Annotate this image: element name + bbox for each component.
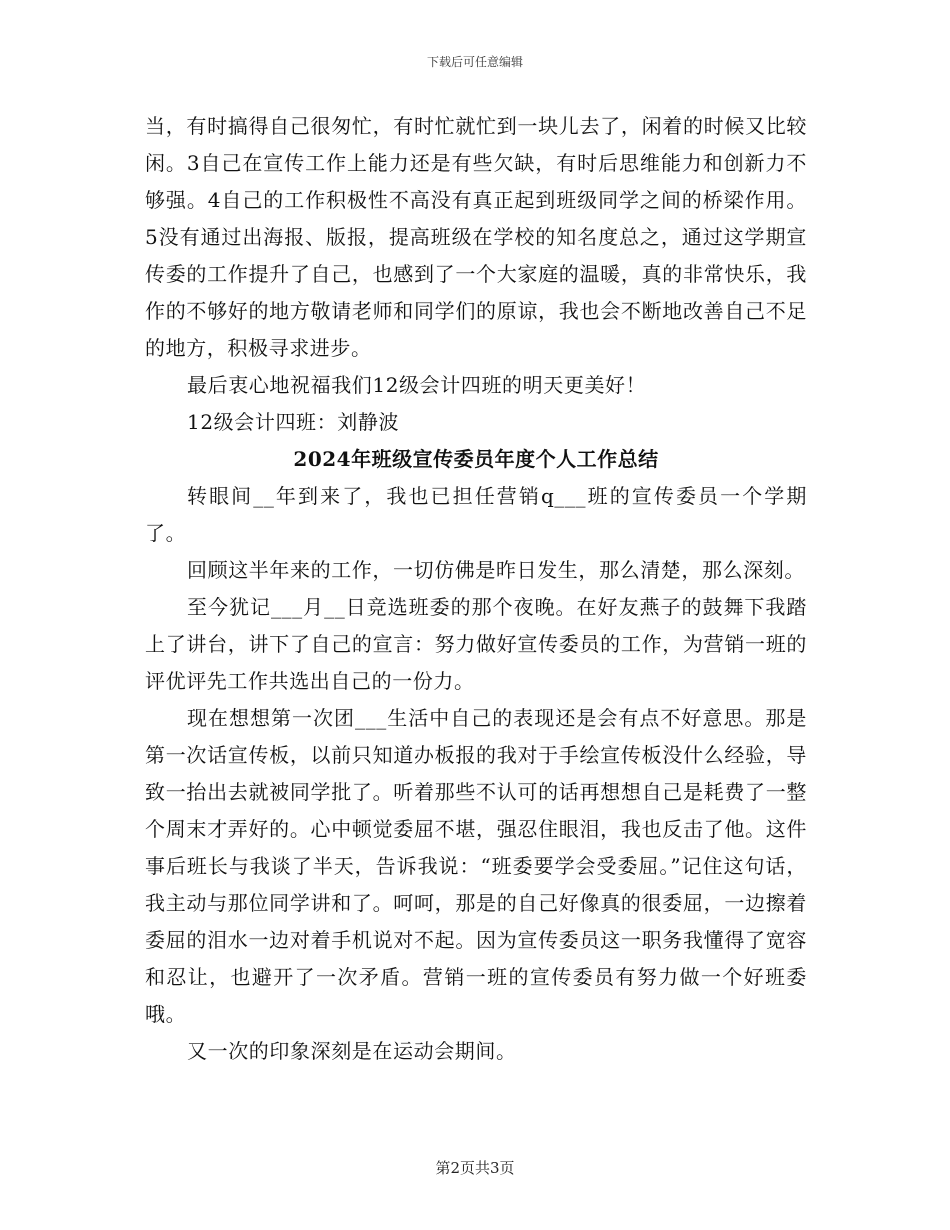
section-title: 2024年班级宣传委员年度个人工作总结	[293, 447, 659, 471]
paragraph: 至今犹记___月__日竞选班委的那个夜晚。在好友燕子的鼓舞下我踏上了讲台，讲下了自己的宣言：努力做好宣传委员的工作，为营销一班的评优评先工作共选出自己的一份力。	[145, 595, 807, 693]
paragraph: 回顾这半年来的工作，一切仿佛是昨日发生，那么清楚，那么深刻。	[187, 558, 805, 582]
page-header: 下载后可任意编辑	[426, 55, 523, 69]
paragraph-signature: 12级会计四班：刘静波	[187, 410, 400, 434]
paragraph: 现在想想第一次团___生活中自己的表现还是会有点不好意思。那是第一次话宣传板，以前只知道办板报的我对于手绘宣传板没什么经验，导致一抬出去就被同学批了。听着那些不认可的话再想想自己是耗费了一整个周末才弄好的。心中顿觉委屈不堪，强忍住眼泪，我也反击了他。这件事后班长与我谈了半天，告诉我说：“班委要学会受委屈。”记住这句话，我主动与那位同学讲和了。呵呵，那是的自己好像真的很委屈，一边擦着委屈的泪水一边对着手机说对不起。因为宣传委员这一职务我懂得了宽容和忍让，也避开了一次矛盾。营销一班的宣传委员有努力做一个好班委哦。	[145, 706, 807, 1026]
page-number: 第2页共3页	[435, 1159, 515, 1177]
paragraph: 转眼间__年到来了，我也已担任营销q___班的宣传委员一个学期了。	[145, 484, 807, 545]
document-body	[145, 108, 807, 1070]
paragraph-continuation: 当，有时搞得自己很匆忙，有时忙就忙到一块儿去了，闲着的时候又比较闲。3自己在宣传工作上能力还是有些欠缺，有时后思维能力和创新力不够强。4自己的工作积极性不高没有真正起到班级同学之间的桥梁作用。5没有通过出海报、版报，提高班级在学校的知名度总之，通过这学期宣传委的工作提升了自己，也感到了一个大家庭的温暖，真的非常快乐，我作的不够好的地方敬请老师和同学们的原谅，我也会不断地改善自己不足的地方，积极寻求进步。	[145, 114, 807, 360]
paragraph: 又一次的印象深刻是在运动会期间。	[187, 1039, 517, 1063]
paragraph-closing-wish: 最后衷心地祝福我们12级会计四班的明天更美好！	[187, 373, 647, 397]
